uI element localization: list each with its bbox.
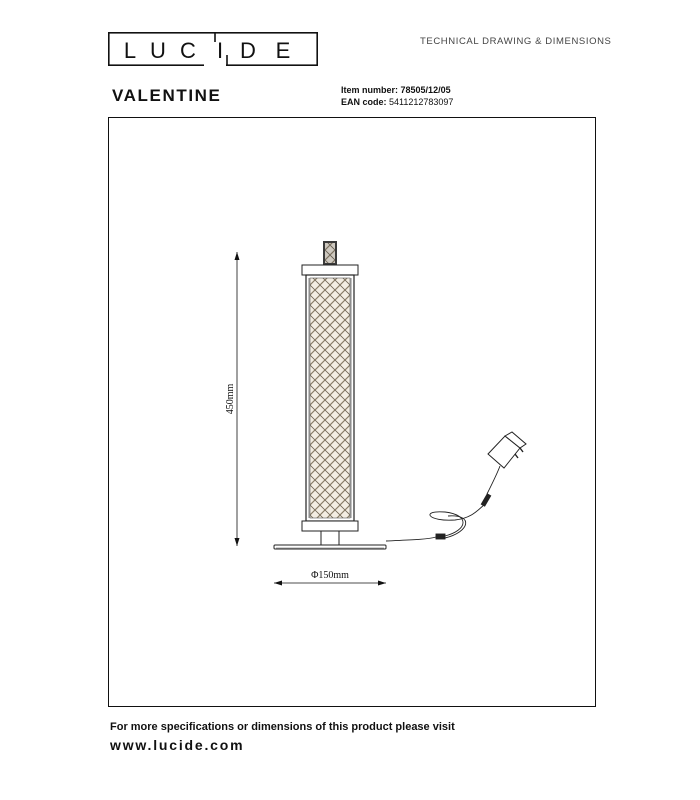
- ean-value: 5411212783097: [389, 97, 454, 107]
- item-number-value: 78505/12/05: [400, 85, 451, 95]
- document-type: TECHNICAL DRAWING & DIMENSIONS: [420, 36, 612, 47]
- diameter-label: Φ150mm: [311, 570, 349, 581]
- ean-label: EAN code:: [341, 97, 387, 107]
- diameter-dimension: [274, 570, 386, 586]
- svg-text:D: D: [240, 38, 256, 63]
- height-dimension: [225, 252, 240, 546]
- svg-text:L: L: [123, 38, 137, 63]
- cable-and-adapter: [386, 432, 526, 541]
- item-number-label: Item number:: [341, 85, 399, 95]
- svg-text:E: E: [275, 38, 291, 63]
- website-link[interactable]: www.lucide.com: [110, 737, 245, 753]
- product-name: VALENTINE: [112, 86, 222, 105]
- footer-note: For more specifications or dimensions of this product please visit: [110, 721, 455, 733]
- svg-text:U: U: [150, 38, 166, 63]
- svg-text:I: I: [216, 38, 224, 63]
- height-label: 450mm: [225, 383, 236, 415]
- svg-text:C: C: [180, 38, 196, 63]
- lamp-illustration: [274, 241, 386, 549]
